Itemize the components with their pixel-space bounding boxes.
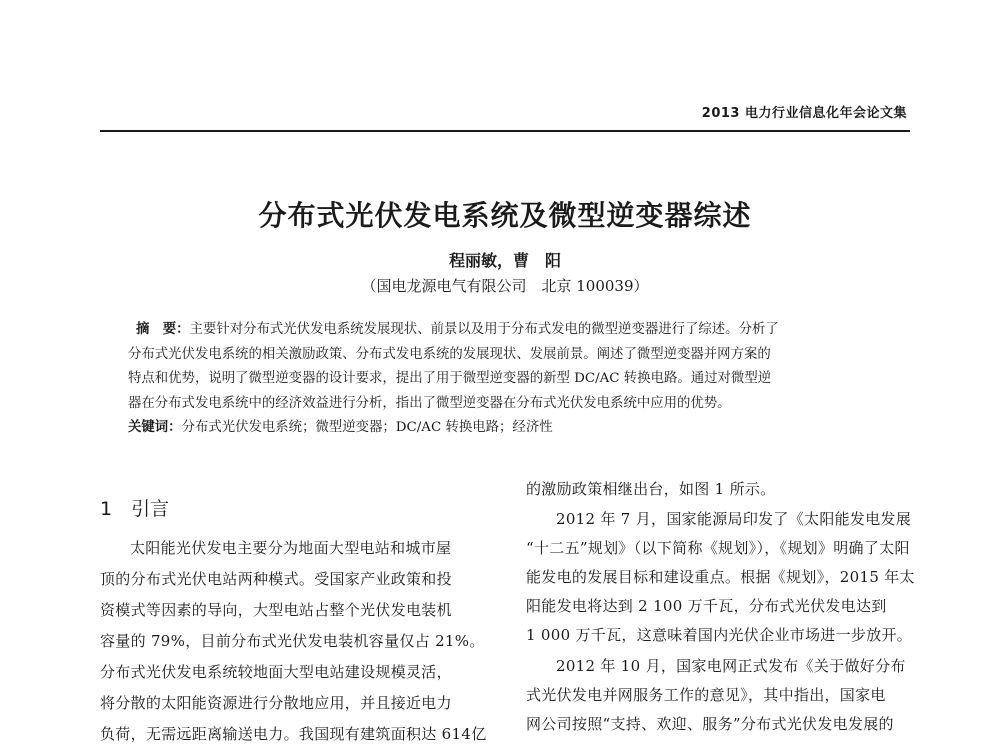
right-line-4: 能发电的发展目标和建设重点。根据《规划》，2015 年太 [526, 568, 915, 586]
abstract-label: 摘 要： [136, 322, 190, 337]
running-head: 2013 电力行业信息化年会论文集 [701, 106, 907, 121]
keywords-text: 分布式光伏发电系统；微型逆变器；DC/AC 转换电路；经济性 [181, 420, 553, 435]
abstract-line-2: 分布式光伏发电系统的相关激励政策、分布式发电系统的发展现状、发展前景。阐述了微型逆变器并网方案的 [128, 346, 771, 362]
right-line-8: 式光伏发电并网服务工作的意见》，其中指出，国家电 [526, 686, 886, 704]
left-line-7: 负荷，无需远距离输送电力。我国现有建筑面积达 614亿 [100, 725, 487, 743]
article-title: 分布式光伏发电系统及微型逆变器综述 [258, 199, 752, 232]
left-line-5: 分布式光伏发电系统较地面大型电站建设规模灵活， [100, 663, 452, 681]
abstract-line-1 [128, 318, 876, 343]
left-line-6: 将分散的太阳能资源进行分散地应用，并且接近电力 [100, 694, 452, 712]
article-affiliation: （国电龙源电气有限公司 北京 100039） [361, 277, 649, 295]
abstract-block [128, 318, 876, 441]
right-line-6: 1 000 万千瓦，这意味着国内光伏企业市场进一步放开。 [526, 626, 913, 644]
article-authors: 程丽敏，曹 阳 [448, 251, 561, 270]
section-heading: 1 引言 [100, 498, 170, 520]
keywords-label: 关键词： [128, 420, 182, 435]
header-rule [100, 130, 910, 132]
right-line-3: “十二五”规划》（以下简称《规划》），《规划》明确了太阳 [526, 539, 910, 557]
right-line-7: 2012 年 10 月，国家电网正式发布《关于做好分布 [556, 657, 906, 675]
right-line-5: 阳能发电将达到 2 100 万千瓦，分布式光伏发电达到 [526, 597, 887, 615]
abstract-line-3: 特点和优势，说明了微型逆变器的设计要求，提出了用于微型逆变器的新型 DC/AC 转换电路。通过对微型逆 [128, 371, 772, 386]
right-line-1: 的激励政策相继出台，如图 1 所示。 [526, 480, 776, 498]
left-line-4: 容量的 79%，目前分布式光伏发电装机容量仅占 21%。 [100, 632, 485, 650]
abstract-line-4: 器在分布式发电系统中的经济效益进行分析，指出了微型逆变器在分布式光伏发电系统中应用的优势。 [128, 395, 731, 411]
right-line-2: 2012 年 7 月，国家能源局印发了《太阳能发电发展 [556, 510, 912, 528]
keywords-line [128, 416, 876, 441]
left-line-2: 顶的分布式光伏电站两种模式。受国家产业政策和投 [100, 570, 452, 588]
abstract-text-1: 主要针对分布式光伏发电系统发展现状、前景以及用于分布式发电的微型逆变器进行了综述。分析了 [189, 322, 779, 337]
left-line-1: 太阳能光伏发电主要分为地面大型电站和城市屋 [130, 539, 452, 557]
right-line-9: 网公司按照“支持、欢迎、服务”分布式光伏发电发展的 [526, 715, 894, 733]
left-line-3: 资模式等因素的导向，大型电站占整个光伏发电装机 [100, 601, 452, 619]
